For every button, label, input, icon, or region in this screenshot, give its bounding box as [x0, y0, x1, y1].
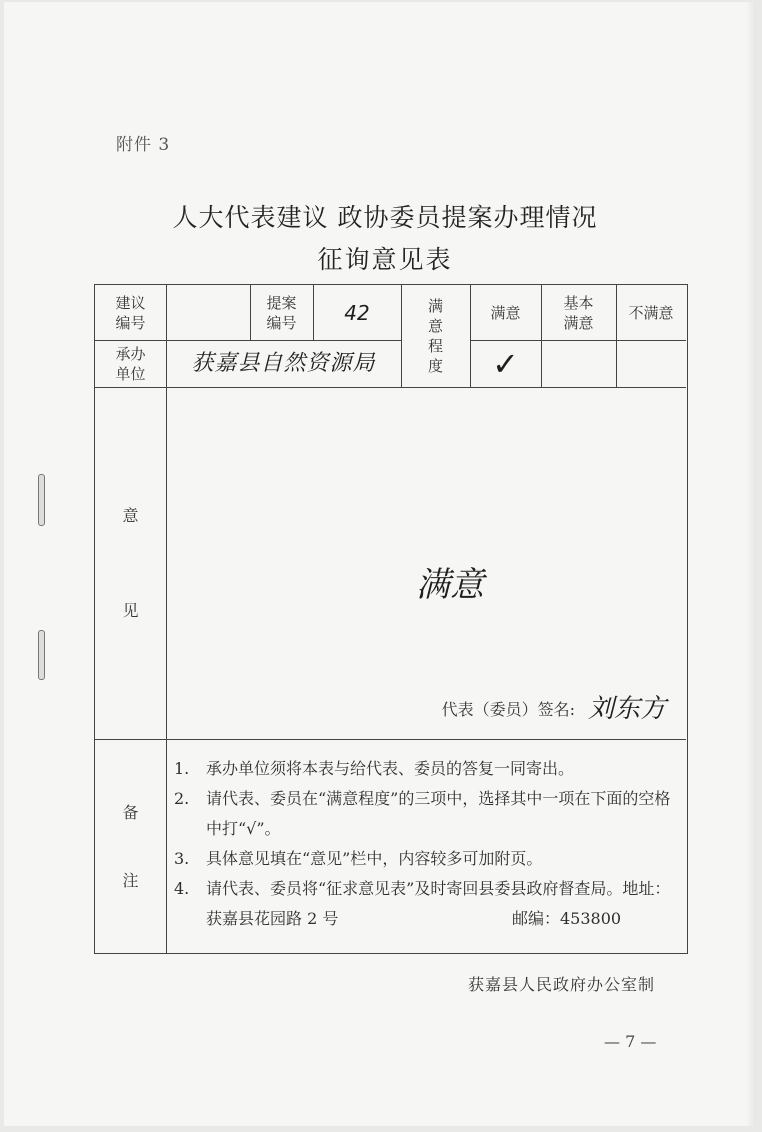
note-item	[174, 754, 686, 784]
note-number: 1.	[174, 759, 190, 778]
handling-unit-field[interactable]: 获嘉县自然资源局	[191, 350, 376, 376]
opinion-field[interactable]: 满意	[416, 565, 484, 605]
note-item	[174, 784, 686, 844]
opinion-label: 意 见	[122, 506, 139, 620]
page-edge-shadow	[746, 2, 756, 1126]
suggestion-number-label: 建议 编号	[115, 293, 146, 332]
note-text: 具体意见填在“意见”栏中，内容较多可加附页。	[206, 849, 543, 868]
handling-unit-label: 承办 单位	[115, 344, 146, 383]
signature-label: 代表（委员）签名:	[441, 700, 575, 719]
note-number: 2.	[174, 789, 190, 808]
grid-line	[95, 739, 686, 740]
note-item	[174, 844, 686, 874]
issuing-office: 获嘉县人民政府办公室制	[468, 975, 656, 994]
unsatisfied-checkbox[interactable]	[616, 340, 686, 387]
form-title-line1: 人大代表建议 政协委员提案办理情况	[172, 203, 598, 232]
suggestion-number-field[interactable]	[166, 285, 250, 340]
remarks-label: 备 注	[122, 802, 139, 890]
note-number: 4.	[174, 879, 190, 898]
option-satisfied-label: 满意	[490, 303, 521, 322]
proposal-number-label: 提案 编号	[266, 293, 297, 332]
document-page	[4, 2, 756, 1126]
grid-line	[95, 387, 686, 388]
note-text: 承办单位须将本表与给代表、委员的答复一同寄出。	[206, 759, 575, 778]
satisfied-checkbox[interactable]: ✓	[492, 344, 519, 383]
option-unsatisfied-label: 不满意	[628, 303, 674, 322]
proposal-number-field[interactable]: 42	[344, 300, 370, 325]
note-text: 请代表、委员将“征求意见表”及时寄回县委县政府督查局。地址：获嘉县花园路 2 号	[206, 879, 671, 928]
signature-field[interactable]: 刘东方	[587, 694, 666, 724]
page-number: — 7 —	[604, 1032, 657, 1051]
satisfaction-level-label: 满 意 程 度	[427, 297, 443, 375]
note-item	[174, 874, 686, 934]
form-title-line2: 征询意见表	[317, 245, 453, 274]
binder-clip-bottom	[38, 630, 45, 680]
note-number: 3.	[174, 849, 190, 868]
postal-code: 邮编：453800	[512, 909, 622, 928]
binder-clip-top	[38, 474, 45, 526]
remarks-notes	[174, 754, 686, 934]
option-basically-satisfied-label: 基本 满意	[563, 293, 594, 332]
attachment-label: 附件 3	[116, 135, 171, 155]
basically-satisfied-checkbox[interactable]	[541, 340, 616, 387]
note-text: 请代表、委员在“满意程度”的三项中，选择其中一项在下面的空格中打“√”。	[206, 789, 671, 838]
